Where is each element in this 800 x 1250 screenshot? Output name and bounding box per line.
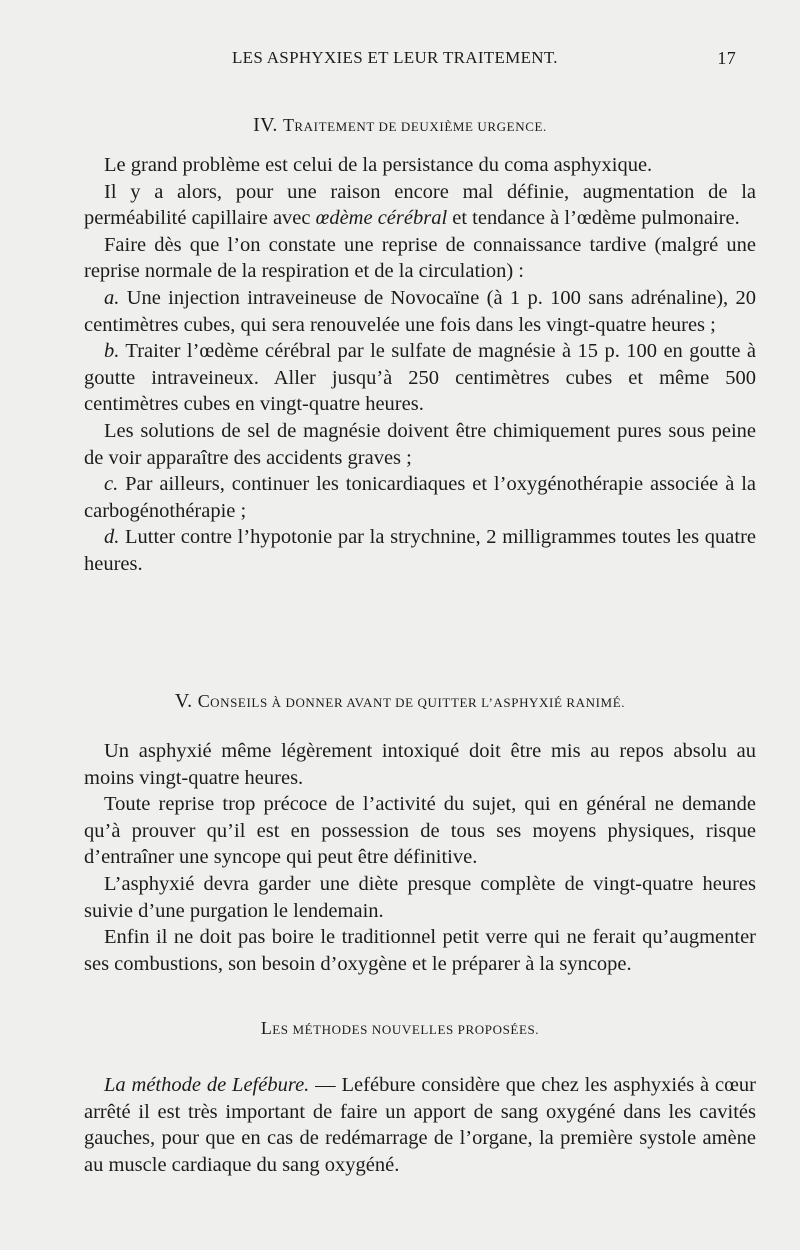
paragraph-solutions: Les solutions de sel de magnésie doivent être chimiquement pures sous peine de voir apparaître des accidents graves ; [84, 419, 756, 469]
paragraph-repos: Un asphyxié même légèrement intoxiqué doit être mis au repos absolu au moins vingt-quatre heures. [84, 740, 756, 789]
paragraph-reprise-activite: Toute reprise trop précoce de l’activité du sujet, qui en général ne demande qu’à prouver qu’il est en possession de tous ses moyens physiques, risque d’entraîner une syncope qui peut être définitive. [84, 793, 756, 869]
paragraph-coma: Le grand problème est celui de la persistance du coma asphyxique. [104, 154, 653, 176]
lefebure-method-text: — Lefébure considère que chez les asphyxiés à cœur arrêté il est très important de faire un apport de sang oxygéné dans les cavités gauches, pour que en cas de redémarrage de l’organe, la première systole amène au muscle cardiaque du sang oxygéné. [84, 1074, 756, 1176]
methods-title-initial: L [260, 1018, 273, 1038]
methods-title: ES MÉTHODES NOUVELLES PROPOSÉES. [272, 1022, 540, 1037]
paragraph-diete: L’asphyxié devra garder une diète presque complète de vingt-quatre heures suivie d’une purgation le lendemain. [84, 872, 756, 922]
running-title: LES ASPHYXIES ET LEUR TRAITEMENT. [232, 48, 558, 67]
section-iv-heading [0, 114, 800, 137]
paragraph-lefebure [84, 1072, 756, 1178]
italic-oedeme-cerebral: œdème cérébral [315, 207, 448, 230]
running-head [0, 48, 800, 72]
paragraph-petit-verre: Enfin il ne doit pas boire le traditionnel petit verre qui ne ferait qu’augmenter ses combustions, son besoin d’oxygène et le préparer à la syncope. [84, 926, 756, 975]
section-iv-number: IV. [253, 114, 278, 136]
paragraph-permeability [84, 179, 756, 232]
section-v-body [84, 738, 756, 977]
item-c-letter: c. [104, 473, 119, 496]
section-iv-title: RAITEMENT DE DEUXIÈME URGENCE. [294, 119, 547, 134]
item-d-text: Lutter contre l’hypotonie par la strychnine, 2 milligrammes toutes les quatre heures. [84, 526, 756, 575]
section-v-heading [0, 690, 800, 713]
item-c-text: Par ailleurs, continuer les tonicardiaques et l’oxygénothérapie associée à la carbogénothérapie ; [84, 473, 756, 522]
section-iv-body [84, 152, 756, 578]
methods-heading [0, 1018, 800, 1040]
paragraph-permeability-text: Il y a alors, pour une raison encore mal définie, augmentation de la perméabilité capillaire avec [84, 180, 756, 230]
item-b-letter: b. [104, 340, 120, 363]
item-a [84, 285, 756, 338]
section-iv-title-initial: T [283, 115, 295, 135]
methods-body [84, 1072, 756, 1178]
item-a-text: Une injection intraveineuse de Novocaïne (à 1 p. 100 sans adrénaline), 20 centimètres cubes, qui sera renouvelée une fois dans les vingt-quatre heures ; [84, 286, 756, 336]
paragraph-permeability-end: et tendance à l’œdème pulmonaire. [447, 207, 740, 230]
paragraph-reprise: Faire dès que l’on constate une reprise de connaissance tardive (malgré une reprise normale de la respiration et de la circulation) : [84, 233, 756, 283]
item-d-letter: d. [104, 526, 120, 549]
section-v-title: ONSEILS À DONNER AVANT DE QUITTER L’ASPHYXIÉ RANIMÉ. [210, 695, 626, 710]
section-v-title-initial: C [197, 691, 211, 711]
section-v-number: V. [174, 690, 193, 712]
item-c [84, 471, 756, 524]
item-b-text: Traiter l’œdème cérébral par le sulfate de magnésie à 15 p. 100 en goutte à goutte intraveineux. Aller jusqu’à 250 centimètres cubes et même 500 centimètres cubes en vingt-quatre heures. [84, 340, 756, 416]
item-b [84, 338, 756, 418]
item-d [84, 524, 756, 577]
lefebure-method-title: La méthode de Lefébure. [104, 1074, 310, 1096]
item-a-letter: a. [104, 286, 120, 309]
page-number: 17 [717, 48, 736, 68]
